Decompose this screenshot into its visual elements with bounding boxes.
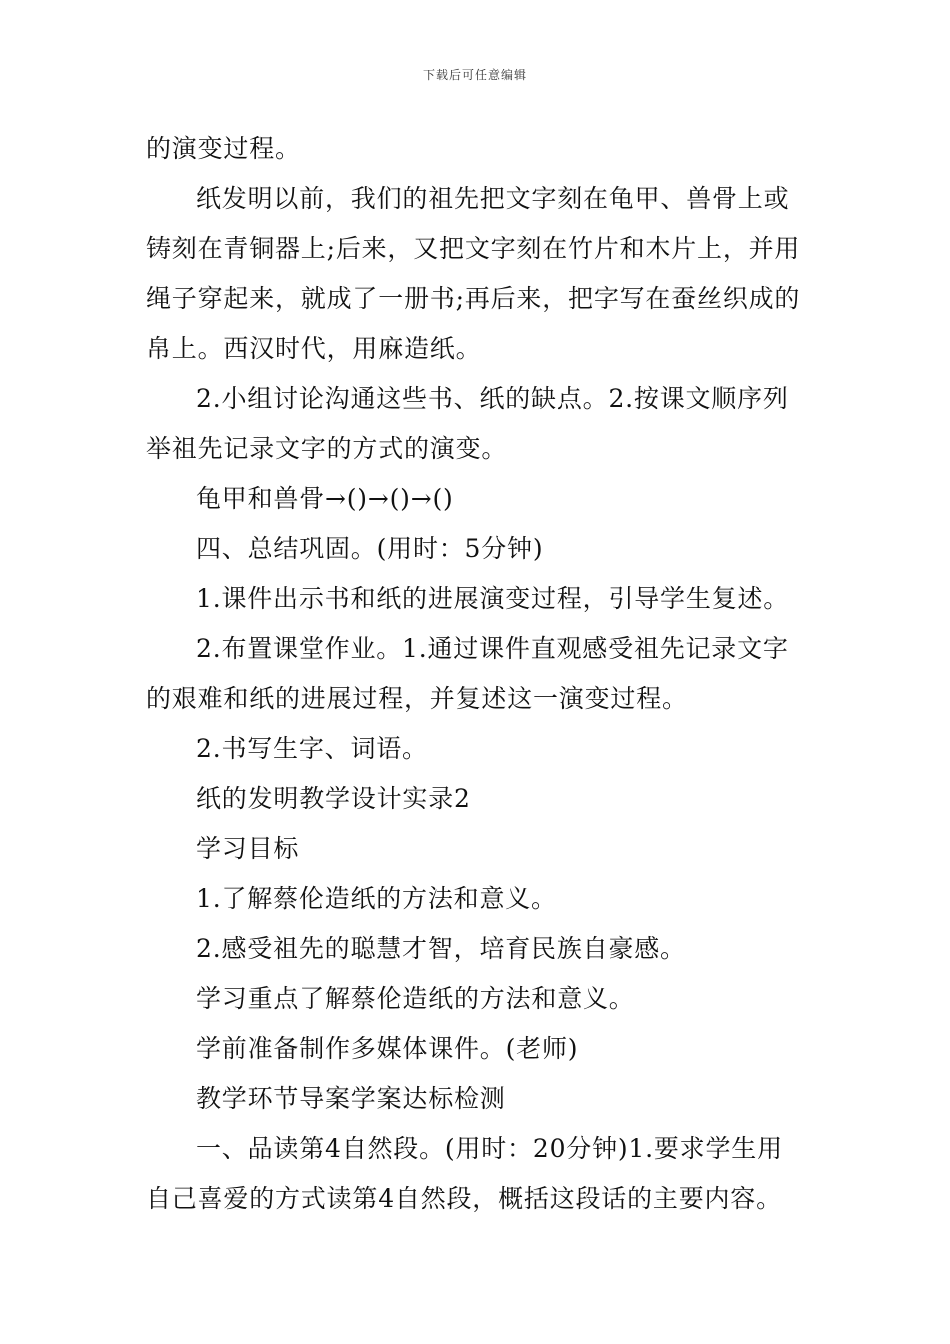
section-heading: 四、总结巩固。(用时：5分钟)	[196, 534, 544, 563]
text-line: 纸发明以前，我们的祖先把文字刻在龟甲、兽骨上或	[196, 184, 790, 213]
text-line: 的艰难和纸的进展过程，并复述这一演变过程。	[146, 684, 688, 713]
text-line: 铸刻在青铜器上;后来，又把文字刻在竹片和木片上，并用	[146, 234, 801, 263]
text-line: 1.了解蔡伦造纸的方法和意义。	[196, 884, 557, 913]
text-line: 自己喜爱的方式读第4自然段，概括这段话的主要内容。	[146, 1184, 782, 1213]
text-line: 学前准备制作多媒体课件。(老师)	[196, 1034, 579, 1063]
document-body	[146, 124, 810, 1224]
text-line: 帛上。西汉时代，用麻造纸。	[146, 334, 482, 363]
header-note: 下载后可任意编辑	[422, 68, 527, 82]
text-line: 绳子穿起来，就成了一册书;再后来，把字写在蚕丝织成的	[146, 284, 801, 313]
text-line: 2.感受祖先的聪慧才智，培育民族自豪感。	[196, 934, 686, 963]
text-line: 龟甲和兽骨→()→()→()	[196, 484, 454, 513]
text-line: 2.书写生字、词语。	[196, 734, 428, 763]
text-line: 1.课件出示书和纸的进展演变过程，引导学生复述。	[196, 584, 790, 613]
text-line: 2.小组讨论沟通这些书、纸的缺点。2.按课文顺序列	[196, 384, 789, 413]
section-heading: 学习目标	[196, 834, 300, 863]
text-line: 教学环节导案学案达标检测	[196, 1084, 506, 1113]
text-line: 举祖先记录文字的方式的演变。	[146, 434, 508, 463]
text-line: 2.布置课堂作业。1.通过课件直观感受祖先记录文字	[196, 634, 789, 663]
text-line: 的演变过程。	[146, 134, 301, 163]
text-line: 学习重点了解蔡伦造纸的方法和意义。	[196, 984, 635, 1013]
section-heading: 一、品读第4自然段。(用时：20分钟)1.要求学生用	[196, 1134, 783, 1163]
section-heading: 纸的发明教学设计实录2	[196, 784, 471, 813]
